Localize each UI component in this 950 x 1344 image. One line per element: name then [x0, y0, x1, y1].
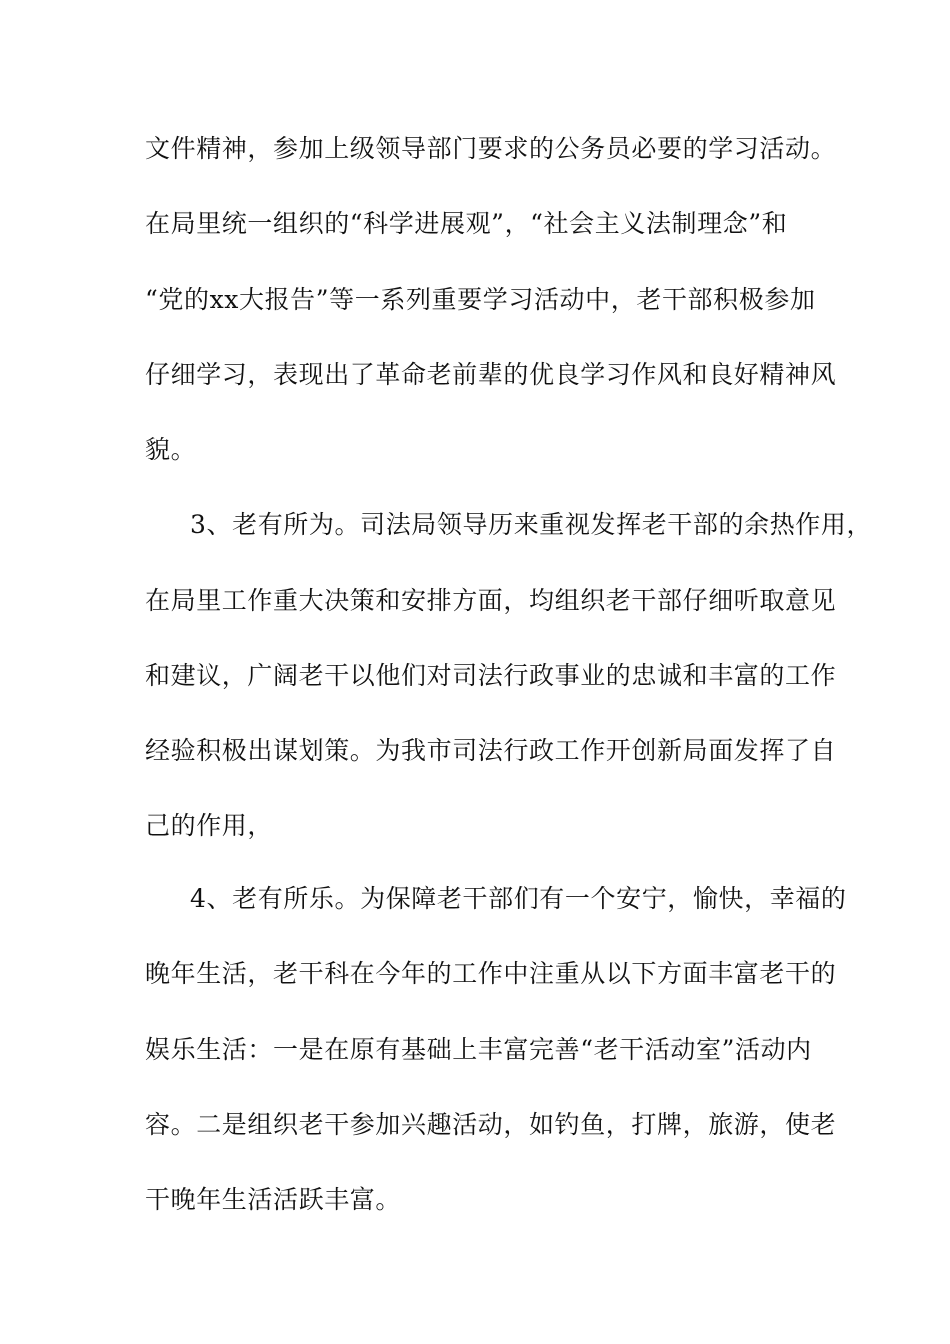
- text-line: 文件精神，参加上级领导部门要求的公务员必要的学习活动。: [145, 134, 837, 163]
- text-line: 仔细学习，表现出了革命老前辈的优良学习作风和良好精神风: [145, 360, 837, 389]
- text-line: 在局里统一组织的“科学进展观”，“社会主义法制理念”和: [145, 209, 788, 238]
- paragraph-item-4: 4、老有所乐。为保障老干部们有一个安宁，愉快，幸福的: [190, 884, 847, 913]
- text-line: 干晚年生活活跃丰富。: [145, 1185, 402, 1214]
- text-line: 经验积极出谋划策。为我市司法行政工作开创新局面发挥了自: [145, 736, 837, 765]
- text-line: 晚年生活，老干科在今年的工作中注重从以下方面丰富老干的: [145, 959, 837, 988]
- text-line: 貌。: [145, 435, 197, 464]
- paragraph-item-3: 3、老有所为。司法局领导历来重视发挥老干部的余热作用，: [190, 510, 873, 539]
- text-line: 娱乐生活：一是在原有基础上丰富完善“老干活动室”活动内: [145, 1035, 812, 1064]
- text-line: 容。二是组织老干参加兴趣活动，如钓鱼，打牌，旅游，使老: [145, 1110, 837, 1139]
- text-line: 和建议，广阔老干以他们对司法行政事业的忠诚和丰富的工作: [145, 661, 837, 690]
- text-line: 在局里工作重大决策和安排方面，均组织老干部仔细听取意见: [145, 586, 837, 615]
- text-line: “党的xx大报告”等一系列重要学习活动中，老干部积极参加: [145, 285, 816, 314]
- text-line: 己的作用，: [145, 811, 274, 840]
